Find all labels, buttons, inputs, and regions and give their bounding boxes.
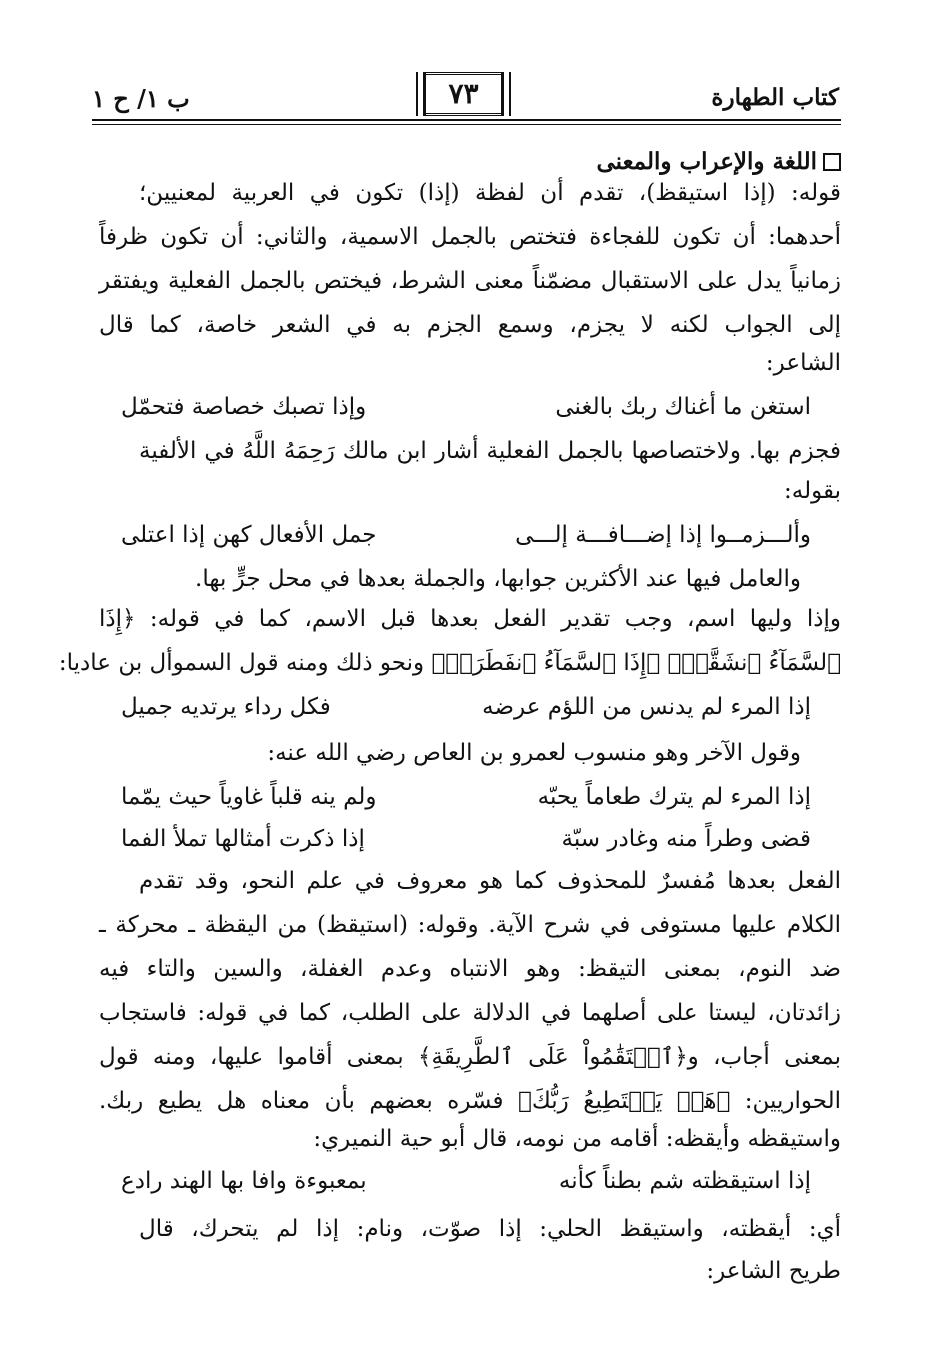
text-line: والعامل فيها عند الأكثرين جوابها، والجملة بعدها في محل جرٍّ بها. (195, 566, 801, 592)
text-line: طريح الشاعر: (706, 1258, 841, 1284)
verse-second-half: ولم ينه قلباً غاوياً حيث يمّما (121, 784, 377, 810)
verse-line (99, 392, 841, 422)
page-number: ٧٣ (423, 72, 504, 116)
text-line: الحواريين: ﴿هَلۡ يَسۡتَطِيعُ رَبُّكَ﴾ فسّره بعضهم بأن معناه هل يطيع ربك. (99, 1088, 841, 1114)
verse-line (99, 824, 841, 854)
verse-first-half: إذا استيقظته شم بطناً كأنه (558, 1168, 811, 1194)
verse-line (99, 692, 841, 722)
verse-first-half: استغن ما أغناك ربك بالغنى (555, 394, 811, 420)
verse-first-half: قضى وطراً منه وغادر سبّة (561, 826, 811, 852)
text-line: الكلام عليها مستوفى في شرح الآية. وقوله: (استيقظ) من اليقظة ـ محركة ـ (99, 912, 841, 938)
verse-second-half: وإذا تصبك خصاصة فتحمّل (121, 394, 367, 420)
text-line: زائدتان، ليستا على أصلهما في الدلالة على الطلب، كما في قوله: فاستجاب (99, 1000, 841, 1026)
header-rule-thin (92, 124, 841, 125)
text-line: الفعل بعدها مُفسرٌ للمحذوف كما هو معروف في علم النحو، وقد تقدم (139, 868, 841, 894)
text-line: ضد النوم، بمعنى التيقظ: وهو الانتباه وعدم الغفلة، والسين والتاء فيه (99, 956, 841, 982)
verse-line (99, 520, 841, 550)
verse-first-half: وألـــزمــوا إذا إضـــافـــة إلـــى (515, 522, 811, 548)
text-line: أحدهما: أن تكون للفجاءة فتختص بالجمل الاسمية، والثاني: أن تكون ظرفاً (99, 224, 841, 250)
text-line: وإذا وليها اسم، وجب تقدير الفعل بعدها قبل الاسم، كما في قوله: ﴿إِذَا (99, 606, 841, 632)
verse-second-half: إذا ذكرت أمثالها تملأ الفما (121, 826, 365, 852)
text-line: الشاعر: (765, 350, 841, 376)
verse-line (99, 1166, 841, 1196)
text-line: فجزم بها. ولاختصاصها بالجمل الفعلية أشار ابن مالك رَحِمَهُ اللَّهُ في الألفية (139, 438, 841, 464)
verse-line (99, 782, 841, 812)
section-heading (596, 148, 841, 175)
text-line: زمانياً يدل على الاستقبال مضمّناً معنى الشرط، فيختص بالجمل الفعلية ويفتقر (99, 268, 841, 294)
text-line: ٱلسَّمَآءُ ٱنشَقَّتۡ﴾ ﴿إِذَا ٱلسَّمَآءُ ٱنفَطَرَتۡ﴾ ونحو ذلك ومنه قول السموأل بن عاديا: (58, 650, 841, 676)
text-line: قوله: (إذا استيقظ)، تقدم أن لفظة (إذا) تكون في العربية لمعنيين؛ (139, 180, 841, 206)
text-line: بقوله: (783, 478, 841, 504)
verse-first-half: إذا المرء لم يدنس من اللؤم عرضه (482, 694, 811, 720)
verse-second-half: جمل الأفعال كهن إذا اعتلى (121, 522, 377, 548)
text-line: وقول الآخر وهو منسوب لعمرو بن العاص رضي الله عنه: (267, 740, 801, 766)
header-rule (92, 119, 841, 121)
section-heading-text: اللغة والإعراب والمعنى (596, 148, 817, 175)
text-line: واستيقظه وأيقظه: أقامه من نومه، قال أبو حية النميري: (313, 1126, 841, 1152)
text-line: بمعنى أجاب، و﴿ٱسۡتَقَٰمُواْ عَلَى ٱلطَّرِيقَةِ﴾ بمعنى أقاموا عليها، ومنه قول (99, 1044, 841, 1070)
hadith-reference: ب ١/ ح ١ (92, 84, 190, 113)
verse-first-half: إذا المرء لم يترك طعاماً يحبّه (537, 784, 811, 810)
book-title: كتاب الطهارة (711, 84, 839, 111)
text-line: إلى الجواب لكنه لا يجزم، وسمع الجزم به في الشعر خاصة، كما قال (99, 312, 841, 338)
verse-second-half: فكل رداء يرتديه جميل (121, 694, 331, 720)
verse-second-half: بمعبوءة وافا بها الهند رادع (121, 1168, 367, 1194)
square-bullet-icon (823, 153, 841, 171)
text-line: أي: أيقظته، واستيقظ الحلي: إذا صوّت، ونام: إذا لم يتحرك، قال (139, 1216, 841, 1242)
